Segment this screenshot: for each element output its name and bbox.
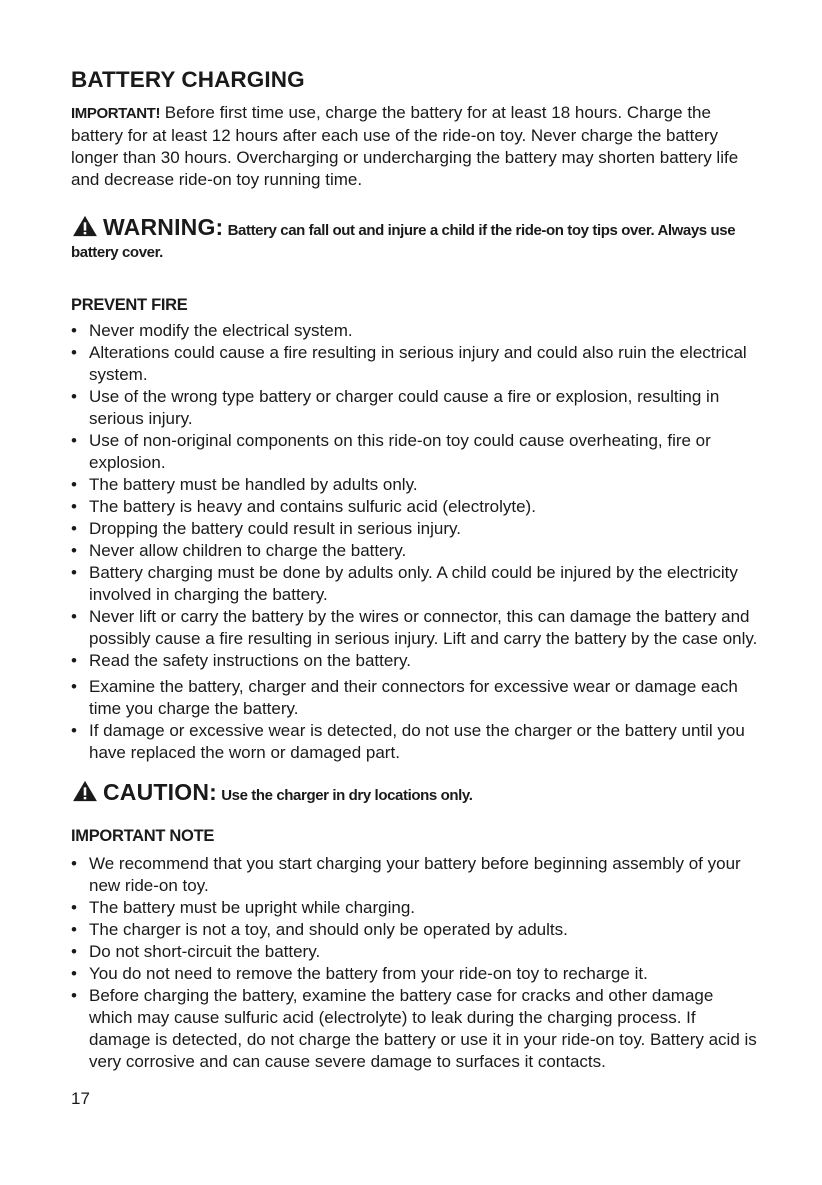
list-item: [71, 985, 761, 1073]
bullet-icon: •: [71, 519, 77, 538]
list-item: [71, 720, 761, 764]
bullet-icon: •: [71, 497, 77, 516]
list-item-text: We recommend that you start charging your battery before beginning assembly of your new ride-on toy.: [89, 854, 741, 895]
bullet-icon: •: [71, 677, 77, 696]
bullet-icon: •: [71, 964, 77, 983]
list-item-text: If damage or excessive wear is detected, do not use the charger or the battery until you have replaced the worn or damaged part.: [89, 721, 745, 762]
intro-text: Before first time use, charge the battery for at least 18 hours. Charge the battery for at least 12 hours after each use of the ride-on toy. Never charge the battery longer than 30 hours. Overcharging or undercharging the battery may shorten battery life and decrease ride-on toy running time.: [71, 103, 739, 189]
list-item-text: Never allow children to charge the battery.: [89, 541, 407, 560]
list-item-text: The battery must be upright while charging.: [89, 898, 416, 917]
list-item: [71, 342, 761, 386]
list-item-text: Battery charging must be done by adults only. A child could be injured by the electricity involved in charging the battery.: [89, 563, 738, 604]
list-item: [71, 650, 761, 672]
manual-page: [71, 64, 761, 1073]
list-item: [71, 606, 761, 650]
list-item-text: Use of non-original components on this ride-on toy could cause overheating, fire or explosion.: [89, 431, 711, 472]
list-item: [71, 562, 761, 606]
list-item-text: Dropping the battery could result in serious injury.: [89, 519, 461, 538]
list-item: [71, 676, 761, 720]
list-item-text: Never modify the electrical system.: [89, 321, 353, 340]
bullet-icon: •: [71, 898, 77, 917]
list-item-text: Use of the wrong type battery or charger could cause a fire or explosion, resulting in serious injury.: [89, 387, 720, 428]
list-item: [71, 941, 761, 963]
warning-triangle-icon: [71, 215, 99, 237]
intro-paragraph: [71, 102, 761, 191]
bullet-icon: •: [71, 854, 77, 873]
list-item: [71, 518, 761, 540]
prevent-fire-heading: PREVENT FIRE: [71, 296, 188, 314]
important-note-heading: IMPORTANT NOTE: [71, 827, 215, 845]
bullet-icon: •: [71, 563, 77, 582]
warning-line: [71, 215, 761, 264]
list-item: [71, 963, 761, 985]
list-item-text: You do not need to remove the battery from your ride-on toy to recharge it.: [89, 964, 648, 983]
list-item-text: The battery must be handled by adults only.: [89, 475, 418, 494]
warning-block: [71, 215, 761, 264]
bullet-icon: •: [71, 475, 77, 494]
list-item-text: Before charging the battery, examine the battery case for cracks and other damage which may cause sulfuric acid (electrolyte) to leak during the charging process. If damage is detected, do not charge the battery or use it in your ride-on toy. Battery acid is very corrosive and can cause severe damage to surfaces it contacts.: [89, 986, 757, 1071]
page-number: 17: [71, 1089, 90, 1108]
list-item-text: Examine the battery, charger and their connectors for excessive wear or damage each time you charge the battery.: [89, 677, 738, 718]
bullet-icon: •: [71, 986, 77, 1005]
caution-label: CAUTION:: [103, 779, 218, 805]
list-item: [71, 474, 761, 496]
caution-text: Use the charger in dry locations only.: [221, 787, 473, 804]
list-item-text: Read the safety instructions on the battery.: [89, 651, 411, 670]
prevent-fire-list: [71, 320, 761, 764]
bullet-icon: •: [71, 387, 77, 406]
important-label: IMPORTANT!: [71, 105, 161, 122]
list-item: [71, 897, 761, 919]
prevent-fire-section: [71, 294, 761, 764]
bullet-icon: •: [71, 942, 77, 961]
list-item: [71, 540, 761, 562]
list-item: [71, 853, 761, 897]
bullet-icon: •: [71, 321, 77, 340]
caution-line: [71, 780, 761, 807]
bullet-icon: •: [71, 721, 77, 740]
list-item: [71, 320, 761, 342]
list-item: [71, 919, 761, 941]
important-note-list: [71, 853, 761, 1073]
bullet-icon: •: [71, 541, 77, 560]
list-item: [71, 386, 761, 430]
warning-label: WARNING:: [103, 214, 224, 240]
list-item-text: Alterations could cause a fire resulting in serious injury and could also ruin the electrical system.: [89, 343, 747, 384]
caution-triangle-icon: [71, 780, 99, 802]
list-item-text: The battery is heavy and contains sulfuric acid (electrolyte).: [89, 497, 536, 516]
caution-block: [71, 780, 761, 807]
important-note-section: [71, 825, 761, 1073]
list-item-text: Never lift or carry the battery by the wires or connector, this can damage the battery and possibly cause a fire resulting in serious injury. Lift and carry the battery by the case only.: [89, 607, 758, 648]
list-item: [71, 496, 761, 518]
bullet-icon: •: [71, 651, 77, 670]
list-item-text: The charger is not a toy, and should only be operated by adults.: [89, 920, 568, 939]
list-item: [71, 430, 761, 474]
bullet-icon: •: [71, 343, 77, 362]
list-item-text: Do not short-circuit the battery.: [89, 942, 321, 961]
bullet-icon: •: [71, 431, 77, 450]
page-title: BATTERY CHARGING: [71, 67, 305, 92]
bullet-icon: •: [71, 607, 77, 626]
bullet-icon: •: [71, 920, 77, 939]
warning-text: Battery can fall out and injure a child if the ride-on toy tips over. Always use battery cover.: [71, 222, 736, 261]
